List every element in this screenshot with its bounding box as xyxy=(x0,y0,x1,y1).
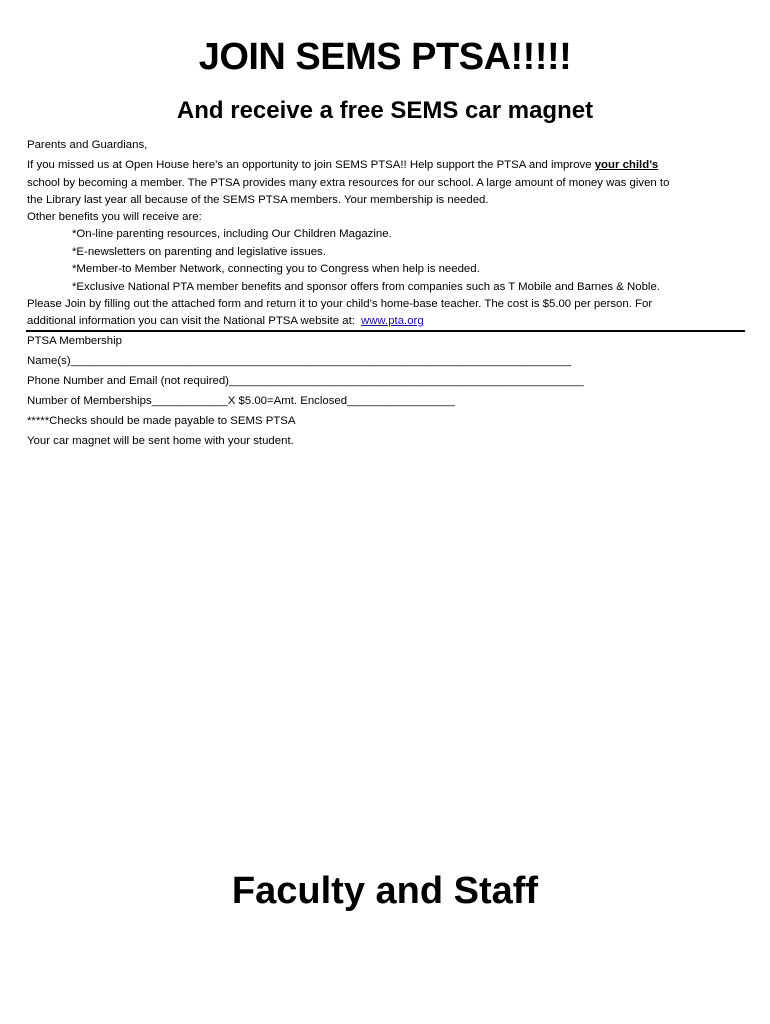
memberships-field[interactable]: Number of Memberships____________X $5.00=Amt. Enclosed_________________ xyxy=(27,395,455,407)
closing-text: additional information you can visit the National PTSA website at: xyxy=(27,315,355,327)
page-title: JOIN SEMS PTSA!!!!! xyxy=(198,36,572,78)
emphasis-text: your child’s xyxy=(594,159,659,171)
section-title: Faculty and Staff xyxy=(231,870,539,912)
intro-text: If you missed us at Open House here’s an opportunity to join SEMS PTSA!! Help support the PTSA and improve xyxy=(27,159,595,171)
benefit-item: *E-newsletters on parenting and legislative issues. xyxy=(72,246,326,258)
pta-website-link[interactable]: www.pta.org xyxy=(360,315,424,327)
benefit-item: *Member-to Member Network, connecting you to Congress when help is needed. xyxy=(72,263,480,275)
intro-line-2: school by becoming a member. The PTSA provides many extra resources for our school. A large amount of money was given to xyxy=(27,177,670,189)
closing-line-2 xyxy=(27,313,747,331)
checks-note: *****Checks should be made payable to SEMS PTSA xyxy=(27,415,296,427)
intro-line-1 xyxy=(27,157,747,175)
benefit-item: *Exclusive National PTA member benefits and sponsor offers from companies such as T Mobile and Barnes & Noble. xyxy=(72,281,660,293)
form-heading: PTSA Membership xyxy=(27,335,122,347)
magnet-note: Your car magnet will be sent home with your student. xyxy=(27,435,294,447)
intro-line-3: the Library last year all because of the SEMS PTSA members. Your membership is needed. xyxy=(27,194,489,206)
benefit-item: *On-line parenting resources, including Our Children Magazine. xyxy=(72,228,392,240)
benefits-intro: Other benefits you will receive are: xyxy=(27,211,202,223)
divider xyxy=(26,330,745,332)
salutation: Parents and Guardians, xyxy=(27,139,148,151)
page-subtitle: And receive a free SEMS car magnet xyxy=(176,97,594,124)
phone-email-field[interactable]: Phone Number and Email (not required)________________________________________________________ xyxy=(27,375,584,387)
closing-line-1: Please Join by filling out the attached form and return it to your child’s home-base teacher. The cost is $5.00 per person. For xyxy=(27,298,653,310)
names-field[interactable]: Name(s)_______________________________________________________________________________ xyxy=(27,355,572,367)
